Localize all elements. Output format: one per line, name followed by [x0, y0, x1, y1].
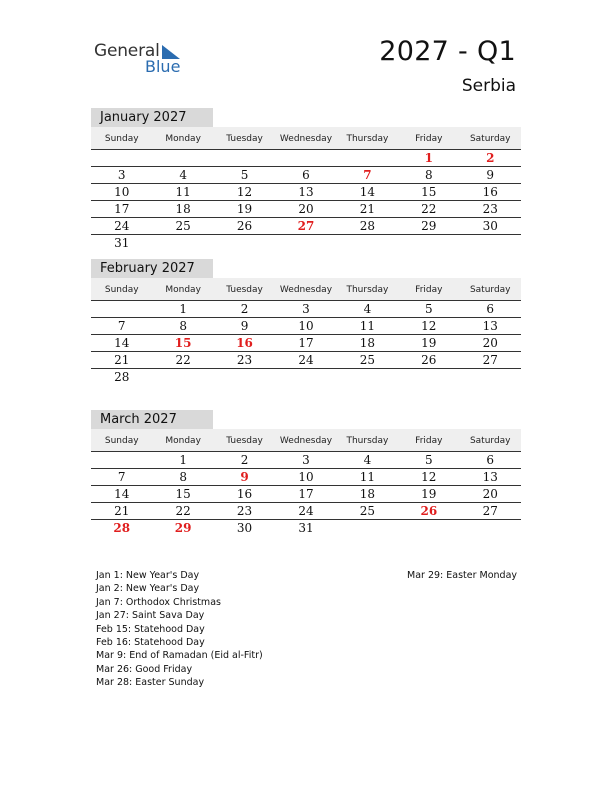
day-cell: 11 [359, 319, 376, 333]
day-cell: 28 [114, 370, 130, 384]
day-cell: 25 [359, 353, 376, 367]
day-cell: 2 [240, 302, 249, 316]
day-cell: 6 [302, 168, 310, 182]
weekday-label: Thursday [346, 285, 389, 295]
day-cell: 29 [174, 521, 192, 535]
day-cell: 23 [236, 353, 253, 367]
holiday-entry: Mar 26: Good Friday [96, 663, 193, 675]
holiday-list-left [96, 569, 263, 690]
week-row [91, 352, 521, 369]
day-cell: 4 [363, 302, 372, 316]
weekday-label: Thursday [346, 134, 389, 144]
day-cell: 20 [482, 487, 498, 501]
generalblue-logo [94, 41, 194, 81]
day-cell: 6 [486, 302, 495, 316]
weekday-label: Friday [415, 285, 443, 295]
day-cell: 24 [298, 353, 314, 367]
week-row [91, 301, 521, 318]
month-title: March 2027 [91, 410, 213, 429]
day-cell: 17 [114, 202, 130, 216]
day-cell: 24 [298, 504, 314, 518]
empty-day-cell [275, 150, 336, 166]
weekday-label: Tuesday [226, 134, 263, 144]
day-cell: 11 [175, 185, 191, 199]
day-cell: 14 [114, 487, 130, 501]
day-cell: 14 [359, 185, 376, 199]
day-cell: 10 [298, 319, 314, 333]
day-cell: 1 [179, 302, 187, 316]
day-cell: 27 [482, 353, 498, 367]
holiday-entry: Jan 1: New Year's Day [96, 570, 200, 581]
day-cell: 31 [298, 521, 314, 535]
weekday-label: Monday [165, 134, 201, 144]
month-title: February 2027 [91, 259, 213, 278]
week-row [91, 318, 521, 335]
week-row [91, 235, 521, 251]
empty-day-cell [214, 235, 275, 251]
empty-day-cell [91, 452, 152, 468]
day-cell: 18 [175, 202, 191, 216]
empty-day-cell [152, 150, 213, 166]
week-row [91, 503, 521, 520]
day-cell: 28 [113, 521, 131, 535]
day-cell: 30 [236, 521, 253, 535]
day-cell: 7 [363, 168, 372, 182]
month-weeks [91, 452, 521, 536]
day-cell: 12 [421, 319, 437, 333]
day-cell: 13 [482, 319, 498, 333]
quarter-title: 2027 - Q1 [379, 36, 516, 67]
weekday-label: Tuesday [226, 285, 263, 295]
day-cell: 10 [114, 185, 130, 199]
empty-day-cell [398, 369, 459, 385]
weekday-label: Monday [165, 285, 201, 295]
month-march [91, 410, 521, 536]
weekday-label: Wednesday [279, 436, 333, 446]
empty-day-cell [152, 369, 213, 385]
week-row [91, 469, 521, 486]
empty-day-cell [275, 369, 336, 385]
day-cell: 12 [421, 470, 437, 484]
holiday-entry: Feb 15: Statehood Day [96, 623, 205, 635]
weekday-header-row [91, 127, 521, 150]
weekday-label: Thursday [346, 436, 389, 446]
day-cell: 3 [117, 168, 126, 182]
week-row [91, 486, 521, 503]
weekday-label: Saturday [469, 134, 511, 144]
day-cell: 27 [482, 504, 498, 518]
weekday-label: Tuesday [226, 436, 263, 446]
day-cell: 13 [298, 185, 314, 199]
day-cell: 19 [421, 487, 437, 501]
day-cell: 19 [236, 202, 253, 216]
month-february [91, 259, 521, 385]
weekday-header-row [91, 278, 521, 301]
weekday-header-row [91, 429, 521, 452]
day-cell: 18 [359, 487, 376, 501]
weekday-label: Saturday [469, 285, 511, 295]
logo-text-blue: Blue [145, 57, 181, 76]
empty-day-cell [460, 369, 521, 385]
empty-day-cell [460, 520, 521, 536]
holiday-entry: Mar 29: Easter Monday [407, 570, 518, 581]
week-row [91, 452, 521, 469]
day-cell: 1 [424, 151, 433, 165]
week-row [91, 218, 521, 235]
day-cell: 26 [236, 219, 253, 233]
holiday-entry: Jan 27: Saint Sava Day [96, 610, 205, 622]
empty-day-cell [214, 150, 275, 166]
logo-text-general: General [94, 41, 160, 61]
day-cell: 9 [486, 168, 495, 182]
empty-day-cell [275, 235, 336, 251]
empty-day-cell [337, 520, 398, 536]
month-january [91, 108, 521, 251]
week-row [91, 184, 521, 201]
empty-day-cell [91, 150, 152, 166]
day-cell: 30 [482, 219, 498, 233]
day-cell: 7 [117, 319, 126, 333]
day-cell: 29 [421, 219, 437, 233]
day-cell: 23 [482, 202, 498, 216]
day-cell: 4 [363, 453, 372, 467]
weekday-label: Friday [415, 134, 443, 144]
holiday-entry: Feb 16: Statehood Day [96, 637, 205, 649]
day-cell: 4 [179, 168, 187, 182]
day-cell: 26 [420, 504, 438, 518]
day-cell: 1 [179, 453, 187, 467]
day-cell: 15 [175, 487, 191, 501]
day-cell: 3 [302, 302, 310, 316]
day-cell: 15 [421, 185, 437, 199]
day-cell: 20 [482, 336, 498, 350]
week-row [91, 520, 521, 536]
month-weeks [91, 301, 521, 385]
day-cell: 9 [240, 319, 249, 333]
day-cell: 6 [486, 453, 495, 467]
country-name: Serbia [461, 76, 516, 96]
empty-day-cell [398, 235, 459, 251]
empty-day-cell [460, 235, 521, 251]
day-cell: 10 [298, 470, 314, 484]
day-cell: 11 [359, 470, 376, 484]
week-row [91, 201, 521, 218]
weekday-label: Sunday [104, 436, 139, 446]
day-cell: 16 [236, 487, 253, 501]
holiday-entry: Mar 28: Easter Sunday [96, 677, 205, 689]
day-cell: 5 [240, 168, 249, 182]
week-row [91, 150, 521, 167]
weekday-label: Saturday [469, 436, 511, 446]
day-cell: 2 [486, 151, 495, 165]
empty-day-cell [337, 150, 398, 166]
weekday-label: Friday [415, 436, 443, 446]
weekday-label: Sunday [104, 285, 139, 295]
day-cell: 8 [179, 470, 187, 484]
day-cell: 24 [114, 219, 130, 233]
day-cell: 7 [117, 470, 126, 484]
weekday-label: Sunday [104, 134, 139, 144]
empty-day-cell [398, 520, 459, 536]
empty-day-cell [214, 369, 275, 385]
day-cell: 12 [236, 185, 253, 199]
empty-day-cell [337, 235, 398, 251]
day-cell: 20 [298, 202, 314, 216]
day-cell: 31 [114, 236, 130, 250]
day-cell: 23 [236, 504, 253, 518]
day-cell: 18 [359, 336, 376, 350]
empty-day-cell [91, 301, 152, 317]
holiday-entry: Mar 9: End of Ramadan (Eid al-Fitr) [96, 650, 263, 662]
day-cell: 2 [240, 453, 249, 467]
day-cell: 8 [425, 168, 433, 182]
day-cell: 15 [174, 336, 192, 350]
week-row [91, 335, 521, 352]
weekday-label: Wednesday [279, 285, 333, 295]
holiday-entry: Jan 7: Orthodox Christmas [96, 596, 221, 608]
week-row [91, 369, 521, 385]
day-cell: 3 [302, 453, 310, 467]
day-cell: 16 [236, 336, 253, 350]
day-cell: 28 [359, 219, 376, 233]
day-cell: 22 [175, 504, 191, 518]
day-cell: 5 [425, 453, 433, 467]
weekday-label: Monday [165, 436, 201, 446]
day-cell: 21 [114, 353, 130, 367]
day-cell: 17 [298, 487, 314, 501]
month-weeks [91, 150, 521, 251]
day-cell: 25 [175, 219, 191, 233]
holiday-list-right [407, 569, 517, 582]
holiday-entry: Jan 2: New Year's Day [96, 583, 200, 595]
day-cell: 22 [175, 353, 191, 367]
day-cell: 5 [425, 302, 433, 316]
day-cell: 16 [482, 185, 498, 199]
day-cell: 17 [298, 336, 314, 350]
weekday-label: Wednesday [279, 134, 333, 144]
empty-day-cell [152, 235, 213, 251]
day-cell: 8 [179, 319, 187, 333]
day-cell: 27 [297, 219, 315, 233]
day-cell: 13 [482, 470, 498, 484]
week-row [91, 167, 521, 184]
day-cell: 19 [421, 336, 437, 350]
day-cell: 22 [421, 202, 437, 216]
day-cell: 26 [421, 353, 437, 367]
day-cell: 25 [359, 504, 376, 518]
month-title: January 2027 [91, 108, 213, 127]
day-cell: 14 [114, 336, 130, 350]
day-cell: 21 [114, 504, 130, 518]
day-cell: 9 [240, 470, 249, 484]
empty-day-cell [337, 369, 398, 385]
day-cell: 21 [359, 202, 376, 216]
